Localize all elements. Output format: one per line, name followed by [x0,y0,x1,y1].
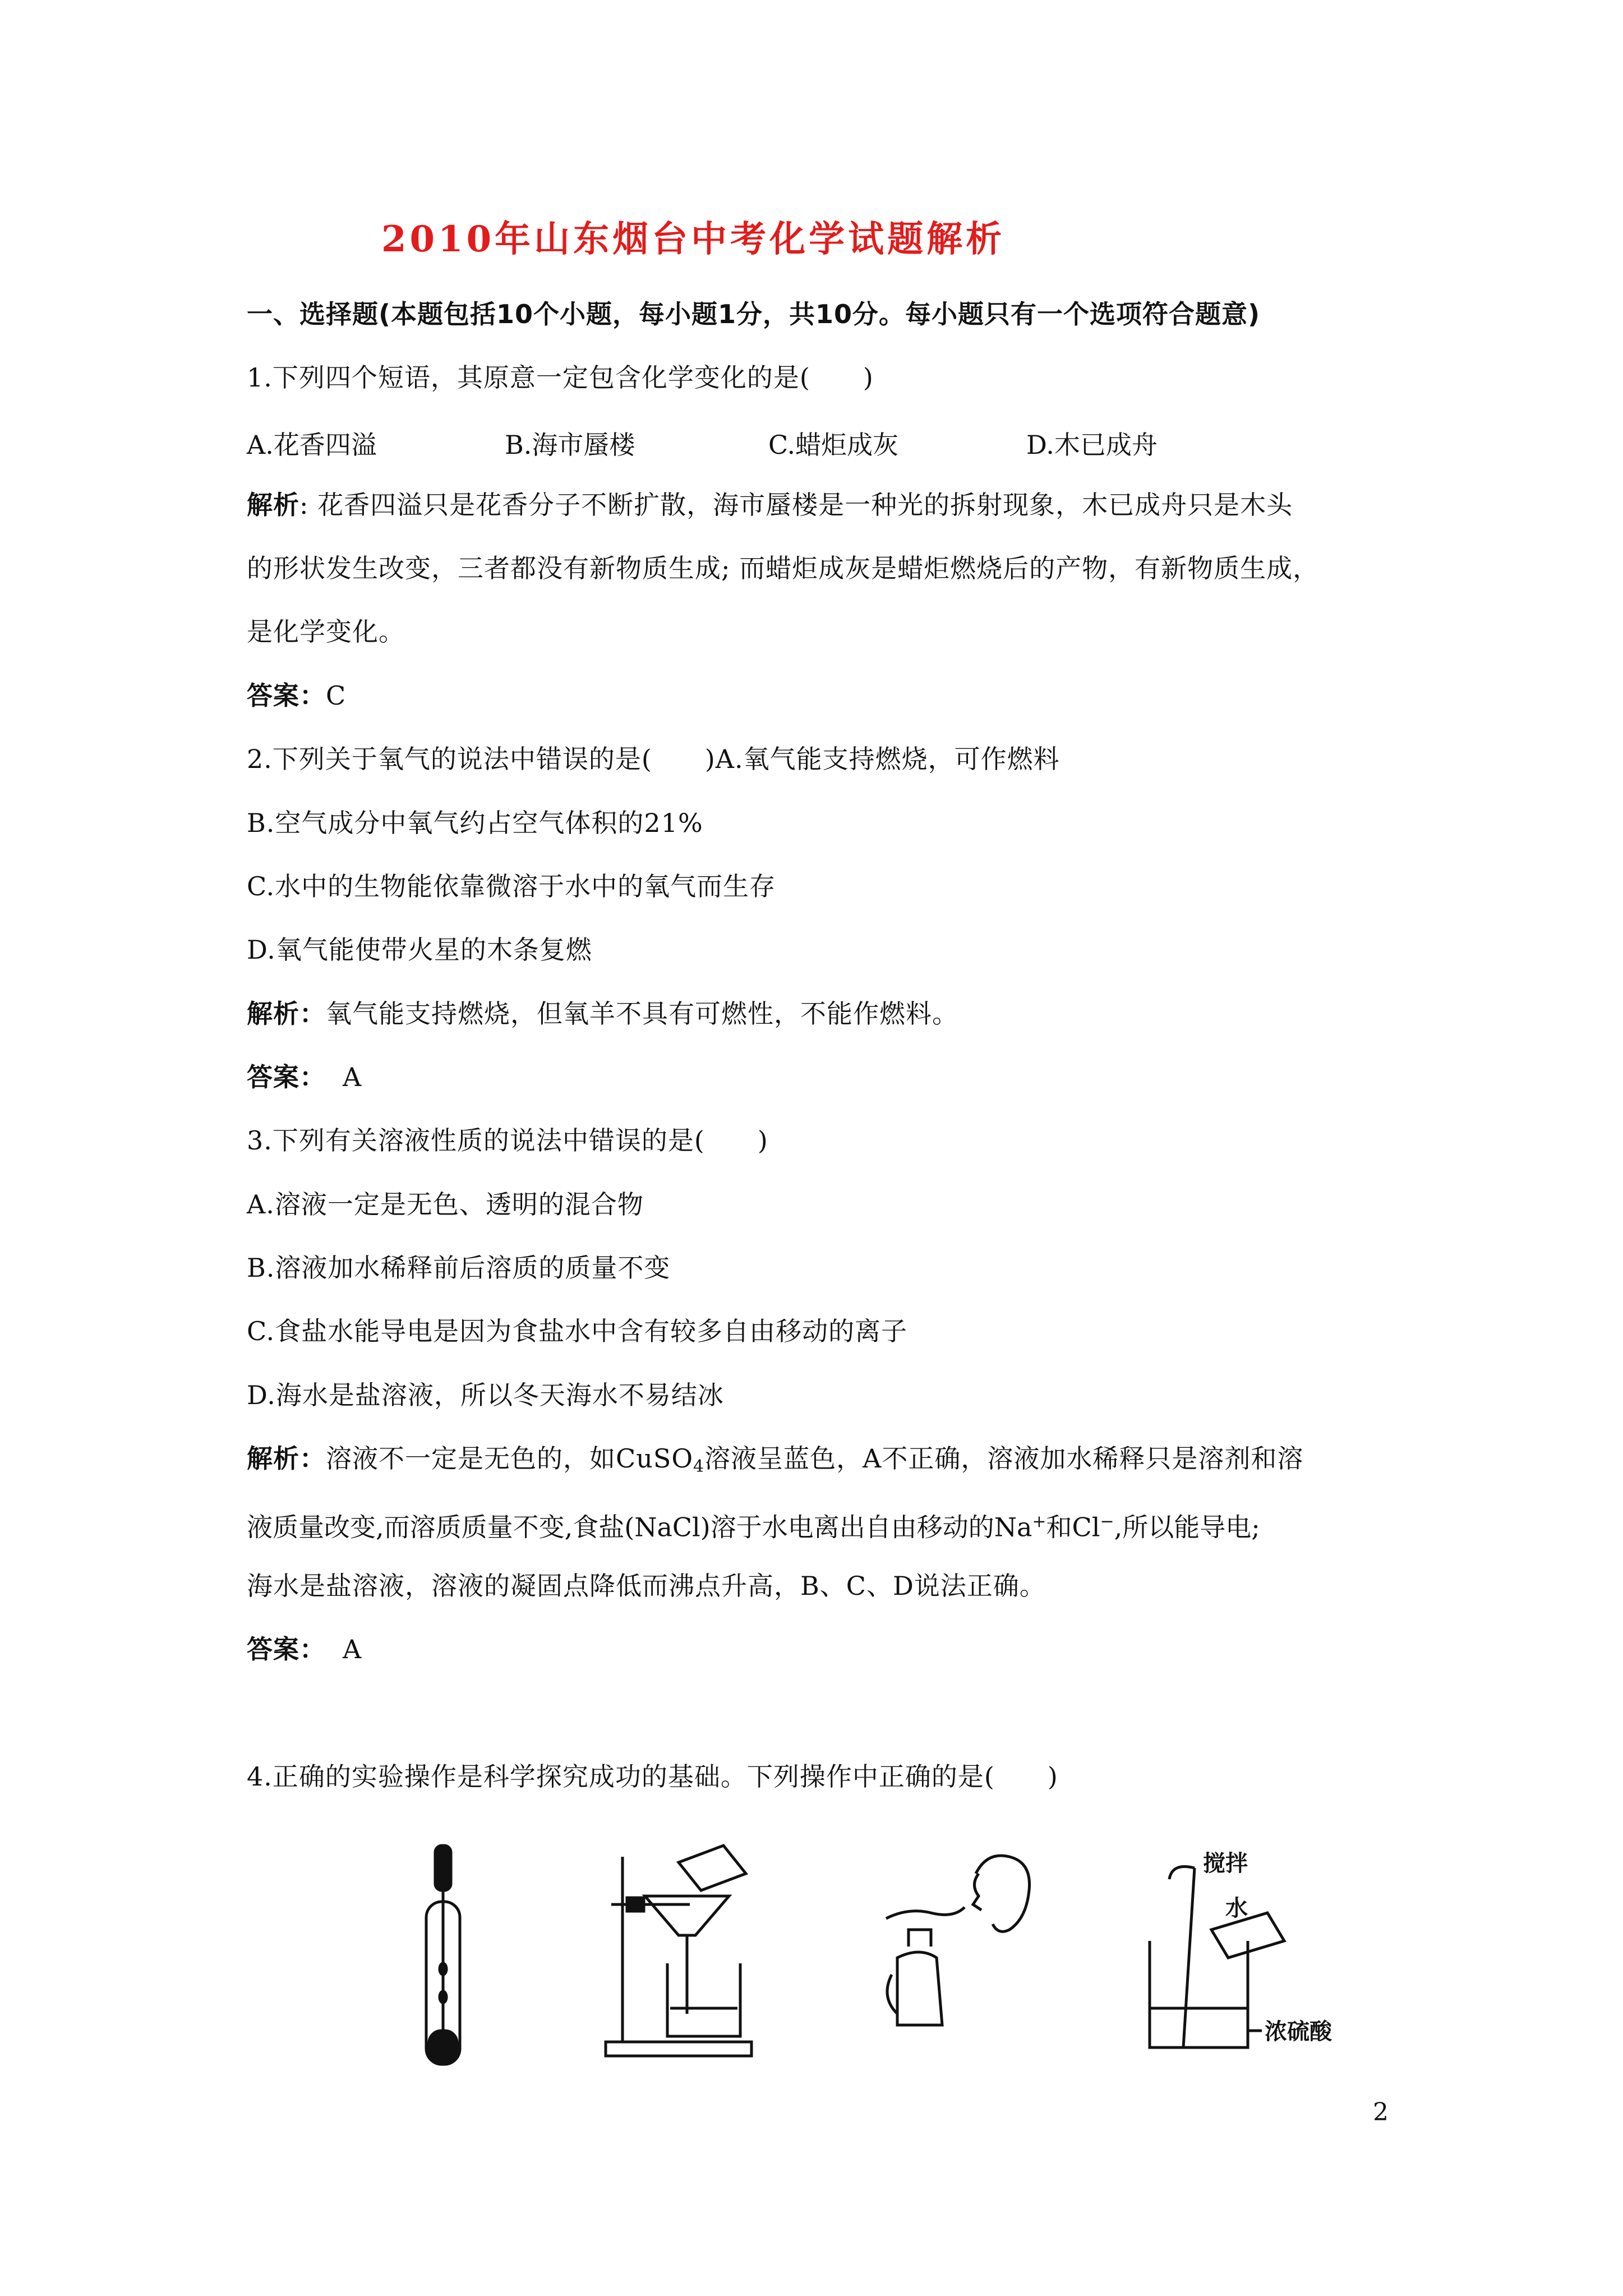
q2-option-d: D.氧气能使带火星的木条复燃 [247,935,592,965]
q4-stem: 4.正确的实验操作是科学探究成功的基础。下列操作中正确的是( ) [247,1761,1058,1792]
q2-answer-label: 答案： [247,1062,326,1092]
q2-option-c: C.水中的生物能依靠微溶于水中的氧气而生存 [247,871,776,901]
q1-stem: 1.下列四个短语，其原意一定包含化学变化的是( ) [247,362,874,393]
q3-analysis-text-4: 和Cl [1046,1512,1100,1543]
q3-option-b: B.溶液加水稀释前后溶质的质量不变 [247,1253,671,1283]
filtration-figure [606,1846,751,2056]
q1-analysis-text: : 花香四溢只是花香分子不断扩散，海市蜃楼是一种光的拆射现象，木已成舟只是木头 [299,490,1293,520]
q2-option-b: B.空气成分中氧气约占空气体积的21% [247,808,703,838]
q3-analysis-label: 解析： [247,1443,326,1474]
page-number: 2 [1373,2098,1389,2127]
q1-answer-value: C [326,680,347,711]
q3-answer-value: A [343,1634,362,1664]
page-title: 2010年山东烟台中考化学试题解析 [381,218,1006,260]
q1-analysis-line-3: 是化学变化。 [247,616,405,647]
q1-option-d: D.木已成舟 [1026,430,1158,460]
q1-option-c: C.蜡炬成灰 [768,430,899,460]
section-heading: 一、选择题(本题包括10个小题，每小题1分，共10分。每小题只有一个选项符合题意) [247,299,1261,329]
q3-analysis-text-1: 溶液不一定是无色的，如CuSO [326,1443,694,1474]
q2-analysis-text: 氧气能支持燃烧，但氧羊不具有可燃性，不能作燃料。 [326,999,958,1029]
stir-label: 搅拌 [1203,1851,1248,1876]
q2-analysis [247,997,958,1030]
q3-superscript-1: + [1032,1512,1046,1531]
q3-analysis-text-2: 溶液呈蓝色，A不正确，溶液加水稀释只是溶剂和溶 [704,1443,1304,1474]
q2-answer-value: A [343,1062,362,1092]
q3-stem: 3.下列有关溶液性质的说法中错误的是( ) [247,1125,768,1156]
q3-option-c: C.食盐水能导电是因为食盐水中含有较多自由移动的离子 [247,1316,908,1346]
dropper-test-tube-figure [426,1846,460,2064]
q3-analysis-text-3: 液质量改变,而溶质质量不变,食盐(NaCl)溶于水电离出自由移动的Na [247,1512,1032,1543]
q1-analysis-label: 解析 [247,490,299,520]
q1-analysis-line-1 [247,488,1293,522]
q3-analysis-line-1 [247,1442,1303,1484]
acid-label: 浓硫酸 [1265,2019,1332,2045]
q2-answer [247,1060,362,1094]
water-label: 水 [1225,1895,1248,1921]
smell-gas-figure [886,1856,1030,2025]
q1-analysis-line-2: 的形状发生改变，三者都没有新物质生成; 而蜡炬成灰是蜡炬燃烧后的产物，有新物质生成， [247,553,1320,583]
q1-option-a: A.花香四溢 [247,430,377,460]
q1-answer [247,679,346,712]
q1-option-b: B.海市蜃楼 [505,430,635,460]
q3-analysis-line-3: 海水是盐溶液，溶液的凝固点降低而沸点升高，B、C、D说法正确。 [247,1571,1046,1601]
q3-analysis-line-2 [247,1505,1260,1544]
q2-stem: 2.下列关于氧气的说法中错误的是( )A.氧气能支持燃烧，可作燃料 [247,744,1060,774]
q3-analysis-text-5: ,所以能导电; [1114,1512,1260,1543]
q1-answer-label: 答案： [247,680,326,711]
q3-superscript-2: − [1100,1512,1114,1531]
q3-subscript: 4 [693,1457,705,1476]
q2-analysis-label: 解析： [247,999,326,1029]
q3-option-a: A.溶液一定是无色、透明的混合物 [247,1189,644,1220]
q3-option-d: D.海水是盐溶液，所以冬天海水不易结冰 [247,1380,724,1410]
q3-answer-label: 答案： [247,1634,326,1664]
q3-answer [247,1632,362,1666]
dilution-figure [1150,1867,1284,2048]
